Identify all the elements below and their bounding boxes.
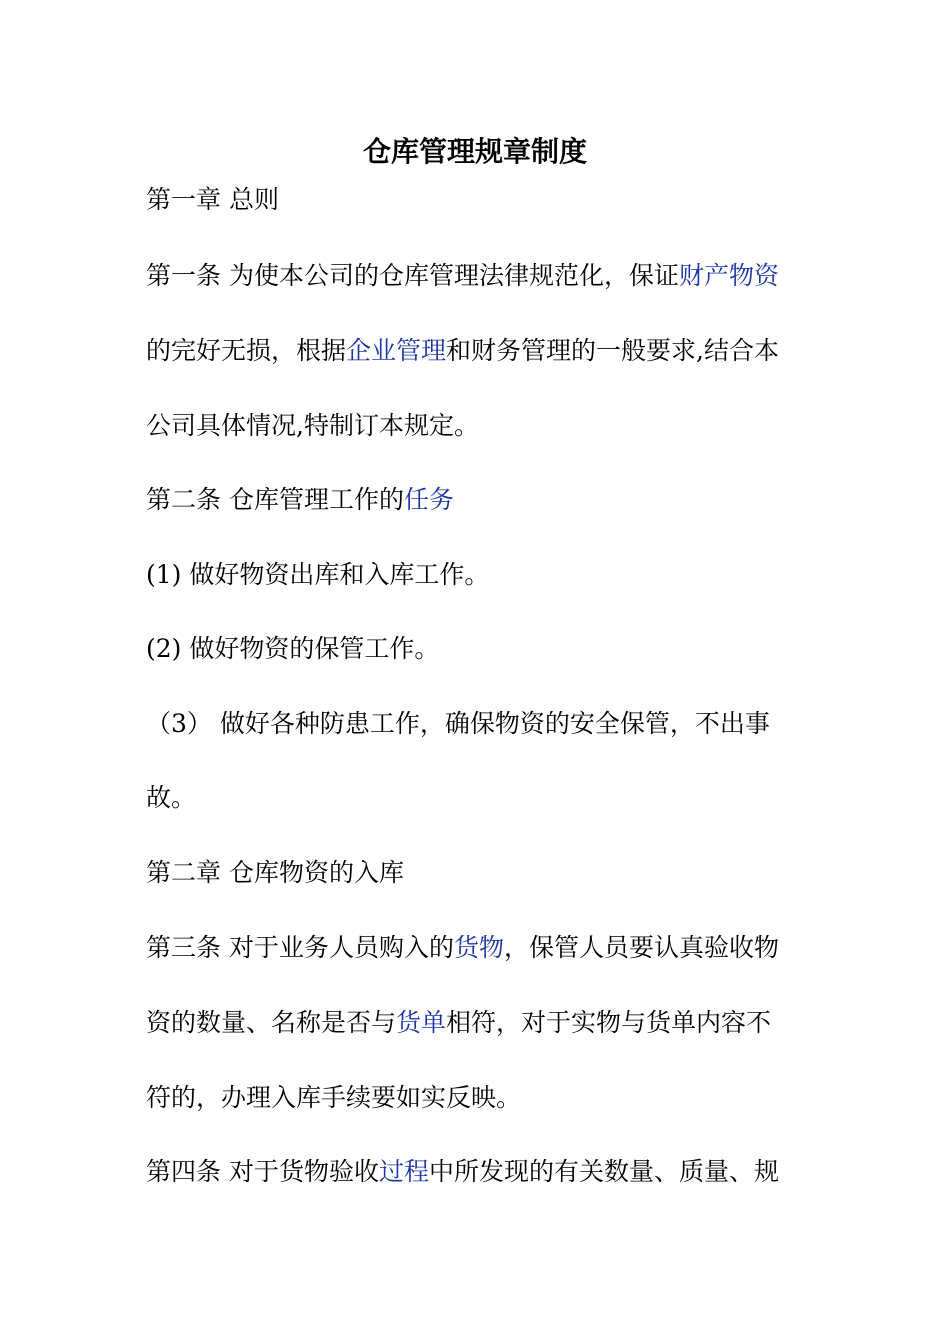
link-enterprise-management[interactable]: 企业管理 [346, 336, 447, 365]
article-4-text: 第四条 对于货物验收 [146, 1157, 379, 1186]
chapter-2-heading: 第二章 仓库物资的入库 [146, 858, 404, 887]
chapter-1-heading: 第一章 总则 [146, 185, 279, 214]
article-1-text: 第一条 为使本公司的仓库管理法律规范化，保证 [146, 261, 679, 290]
article-4-text: 中所发现的有关数量、质量、规 [428, 1157, 779, 1186]
article-2-item-2: (2) 做好物资的保管工作。 [146, 634, 440, 663]
link-invoice[interactable]: 货单 [396, 1008, 447, 1037]
article-1-text: 和财务管理的一般要求,结合本 [446, 336, 779, 365]
article-2-item-3-line-2: 故。 [146, 783, 197, 812]
document-title: 仓库管理规章制度 [362, 135, 587, 168]
article-1-line-2 [146, 333, 816, 369]
article-3-text: 相符，对于实物与货单内容不 [446, 1008, 772, 1037]
article-2-item-1: (1) 做好物资出库和入库工作。 [146, 560, 490, 589]
article-2-line-1 [146, 482, 816, 518]
article-2-text: 第二条 仓库管理工作的 [146, 485, 404, 514]
article-3-line-1 [146, 930, 816, 966]
article-2-item-3-line-1: （3） 做好各种防患工作，确保物资的安全保管，不出事 [146, 709, 770, 738]
article-3-text: ，保管人员要认真验收物 [503, 933, 779, 962]
article-3-line-2 [146, 1005, 816, 1041]
article-1-text: 的完好无损，根据 [146, 336, 347, 365]
article-1-line-3: 公司具体情况,特制订本规定。 [146, 411, 479, 440]
link-task[interactable]: 任务 [403, 485, 454, 514]
article-4-line-1 [146, 1154, 816, 1190]
article-3-text: 资的数量、名称是否与 [146, 1008, 397, 1037]
article-1-line-1 [146, 258, 816, 294]
article-3-text: 第三条 对于业务人员购入的 [146, 933, 454, 962]
link-goods[interactable]: 货物 [453, 933, 504, 962]
link-process[interactable]: 过程 [378, 1157, 429, 1186]
link-property-materials[interactable]: 财产物资 [678, 261, 779, 290]
article-3-line-3: 符的，办理入库手续要如实反映。 [146, 1083, 522, 1112]
